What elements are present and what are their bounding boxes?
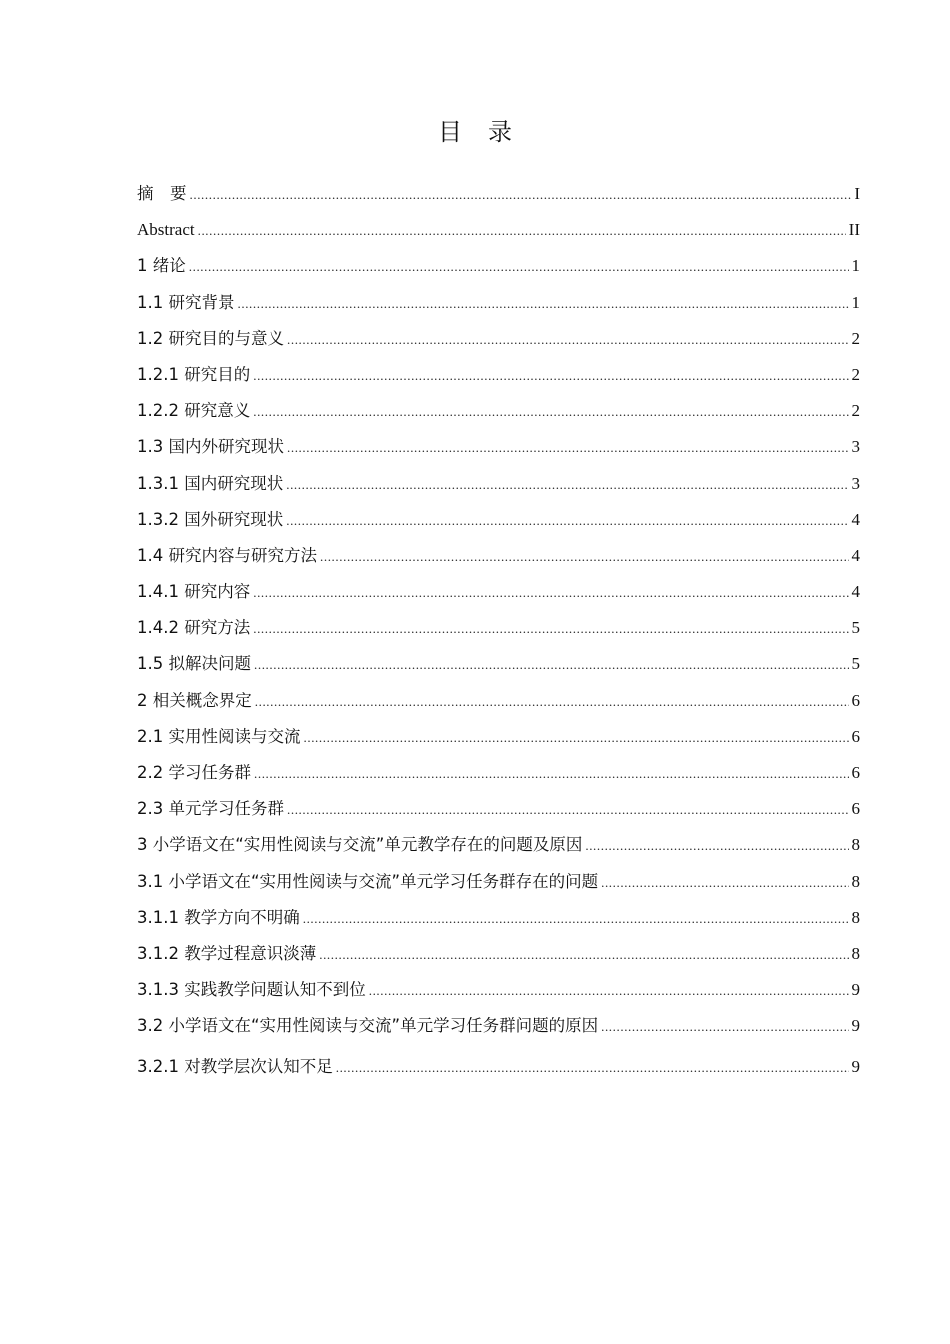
toc-entry[interactable]: [137, 574, 860, 610]
toc-entry[interactable]: [137, 646, 860, 682]
toc-entry-page: 4: [851, 545, 860, 565]
toc-entry-page: 8: [851, 943, 860, 963]
toc-entry[interactable]: [137, 321, 860, 357]
toc-entry-label: 2.3 单元学习任务群: [137, 799, 284, 819]
dot-leader: [320, 539, 849, 575]
toc-entry[interactable]: [137, 755, 860, 791]
toc-entry[interactable]: [137, 1008, 860, 1044]
toc-entry-page: 2: [851, 328, 860, 348]
toc-entry[interactable]: [137, 683, 860, 719]
toc-entry-label: 2 相关概念界定: [137, 690, 252, 710]
toc-entry[interactable]: [137, 538, 860, 574]
dot-leader: [254, 647, 849, 683]
dot-leader: [253, 575, 848, 611]
dot-leader: [253, 394, 848, 430]
dot-leader: [336, 1046, 849, 1090]
toc-entry[interactable]: [137, 936, 860, 972]
dot-leader: [304, 720, 849, 756]
toc-entry-page: 9: [851, 980, 860, 1000]
toc-entry[interactable]: [137, 393, 860, 429]
toc-entry[interactable]: [137, 719, 860, 755]
dot-leader: [198, 213, 846, 249]
toc-entry-page: I: [854, 184, 860, 203]
dot-leader: [601, 1009, 848, 1045]
toc-entry-page: 1: [851, 256, 860, 276]
toc-entry[interactable]: [137, 900, 860, 936]
toc-entry-page: 4: [851, 582, 860, 602]
dot-leader: [287, 792, 849, 828]
toc-entry-label: 3.2.1 对教学层次认知不足: [137, 1056, 333, 1076]
toc-entry-page: 6: [851, 763, 860, 782]
dot-leader: [369, 973, 849, 1009]
dot-leader: [253, 611, 848, 647]
dot-leader: [585, 828, 848, 864]
toc-entry-label: 1.4.2 研究方法: [137, 618, 251, 638]
dot-leader: [286, 503, 848, 539]
toc-entry-label: 3.1.3 实践教学问题认知不到位: [137, 980, 366, 1000]
toc-entry-label: 3.2 小学语文在“实用性阅读与交流”单元学习任务群问题的原因: [137, 1016, 599, 1036]
toc-entry-page: 3: [851, 437, 860, 457]
dot-leader: [287, 430, 849, 466]
dot-leader: [254, 756, 849, 792]
toc-entry-label: 1.2 研究目的与意义: [137, 328, 284, 348]
toc-entry-label: 1.3 国内外研究现状: [137, 437, 284, 457]
toc-entry-label: 1.3.2 国外研究现状: [137, 509, 284, 529]
toc-entry-page: 8: [851, 871, 860, 891]
dot-leader: [601, 865, 848, 901]
toc-entry-page: 9: [851, 1016, 860, 1036]
toc-entry[interactable]: [137, 429, 860, 465]
toc-entry[interactable]: [137, 827, 860, 863]
toc-entry-label: 2.2 学习任务群: [137, 763, 251, 782]
toc-entry-page: 1: [851, 292, 860, 312]
toc-entry[interactable]: [137, 176, 860, 212]
toc-entry[interactable]: [137, 212, 860, 248]
dot-leader: [319, 937, 848, 973]
dot-leader: [238, 286, 849, 322]
toc-entry-label: 1.2.2 研究意义: [137, 401, 251, 421]
toc-entry-page: 3: [851, 473, 860, 493]
toc-entry-label: 3.1 小学语文在“实用性阅读与交流”单元学习任务群存在的问题: [137, 871, 599, 891]
toc-entry-page: 8: [851, 835, 860, 855]
table-of-contents: [137, 176, 860, 1085]
dot-leader: [287, 322, 849, 358]
toc-entry-page: 8: [851, 907, 860, 927]
toc-entry-page: 4: [851, 509, 860, 529]
toc-entry-page: 2: [851, 401, 860, 421]
toc-entry-page: 2: [851, 364, 860, 384]
dot-leader: [255, 684, 849, 720]
toc-entry-page: 6: [851, 726, 860, 746]
dot-leader: [189, 249, 849, 285]
toc-entry[interactable]: [137, 466, 860, 502]
dot-leader: [190, 177, 852, 213]
toc-entry[interactable]: [137, 864, 860, 900]
toc-entry-page: 5: [851, 654, 860, 674]
toc-entry-label: 1.1 研究背景: [137, 292, 235, 312]
dot-leader: [303, 901, 849, 937]
toc-entry[interactable]: [137, 791, 860, 827]
toc-entry[interactable]: [137, 357, 860, 393]
toc-entry-label: 1.4.1 研究内容: [137, 582, 251, 602]
toc-entry[interactable]: [137, 248, 860, 284]
toc-entry-label: 1 绪论: [137, 256, 186, 276]
toc-entry[interactable]: [137, 502, 860, 538]
dot-leader: [253, 358, 848, 394]
toc-entry-label: 摘 要: [137, 184, 187, 203]
toc-entry-label: 3.1.2 教学过程意识淡薄: [137, 943, 317, 963]
toc-entry[interactable]: [137, 610, 860, 646]
toc-entry-page: 6: [851, 799, 860, 819]
toc-title: 目录: [438, 118, 538, 146]
toc-entry[interactable]: [137, 285, 860, 321]
toc-entry-label: 2.1 实用性阅读与交流: [137, 726, 301, 746]
toc-entry-page: 5: [851, 618, 860, 638]
toc-entry-label: Abstract: [137, 220, 195, 240]
toc-entry-label: 1.3.1 国内研究现状: [137, 473, 284, 493]
toc-entry-label: 3 小学语文在“实用性阅读与交流”单元教学存在的问题及原因: [137, 835, 583, 855]
toc-entry-label: 1.5 拟解决问题: [137, 654, 251, 674]
toc-entry-page: 9: [851, 1056, 860, 1076]
toc-entry-page: II: [848, 220, 860, 240]
toc-entry[interactable]: [137, 972, 860, 1008]
toc-entry-label: 3.1.1 教学方向不明确: [137, 907, 300, 927]
toc-entry-label: 1.2.1 研究目的: [137, 364, 251, 384]
toc-entry-label: 1.4 研究内容与研究方法: [137, 545, 317, 565]
toc-entry[interactable]: [137, 1045, 860, 1085]
toc-entry-page: 6: [851, 690, 860, 710]
dot-leader: [286, 467, 848, 503]
